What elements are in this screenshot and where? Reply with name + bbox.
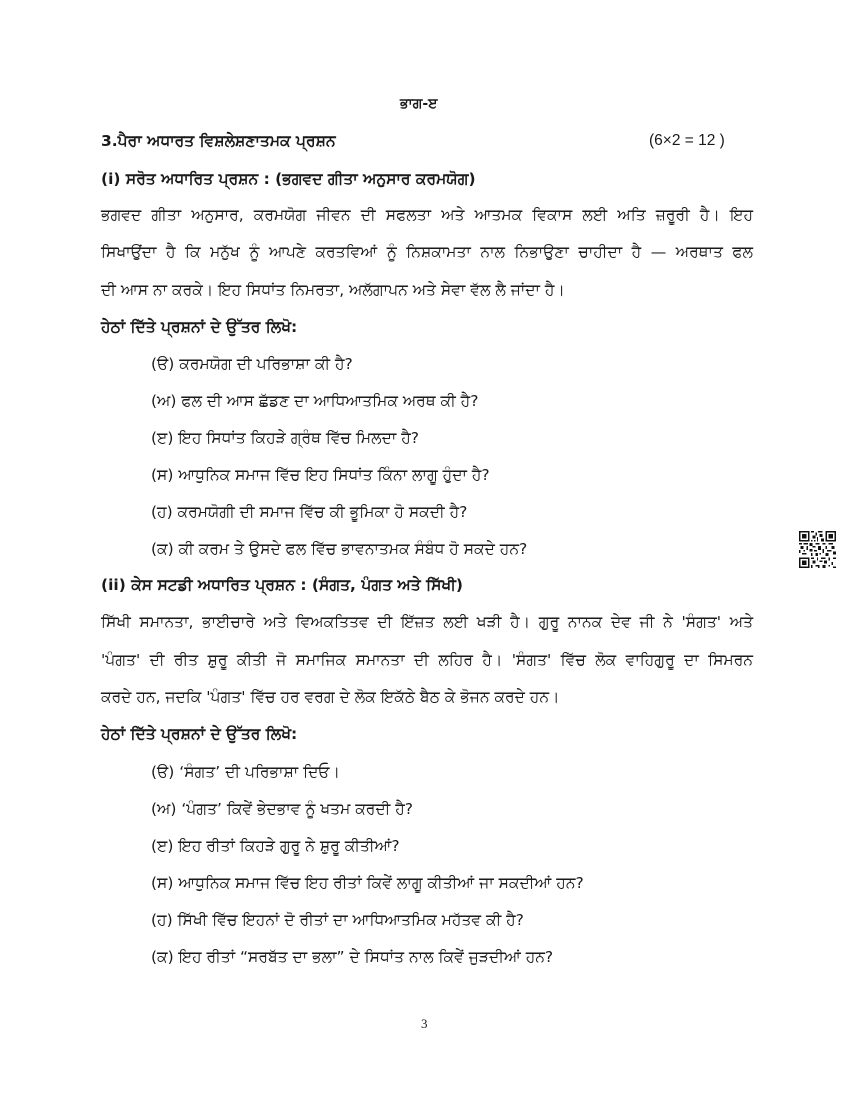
section-title: 3.ਪੈਰਾ ਅਧਾਰਤ ਵਿਸ਼ਲੇਸ਼ਣਾਤਮਕ ਪ੍ਰਸ਼ਨ (101, 132, 336, 150)
question-item: (ਹ) ਕਰਮਯੋਗੀ ਦੀ ਸਮਾਜ ਵਿੱਚ ਕੀ ਭੂਮਿਕਾ ਹੋ ਸਕਦੀ ਹੈ? (151, 503, 468, 521)
question-item: (ੳ) ਕਰਮਯੋਗ ਦੀ ਪਰਿਭਾਸ਼ਾ ਕੀ ਹੈ? (151, 355, 353, 373)
part1-paragraph-line: ਸਿਖਾਉਂਦਾ ਹੈ ਕਿ ਮਨੁੱਖ ਨੂੰ ਆਪਣੇ ਕਰਤਵਿਆਂ ਨੂੰ ਨਿਸ਼ਕਾਮਤਾ ਨਾਲ ਨਿਭਾਉਣਾ ਚਾਹੀਦਾ ਹੈ — ਅਰਥਾਤ ਫਲ (101, 243, 753, 261)
question-item: (ਅ) ਫਲ ਦੀ ਆਸ ਛੱਡਣ ਦਾ ਆਧਿਆਤਮਿਕ ਅਰਥ ਕੀ ਹੈ? (151, 392, 479, 410)
page-title: ਭਾਗ-ੲ (400, 96, 438, 112)
part1-instruction: ਹੇਠਾਂ ਦਿੱਤੇ ਪ੍ਰਸ਼ਨਾਂ ਦੇ ਉੱਤਰ ਲਿਖੋ: (101, 318, 298, 336)
part1-paragraph-line: ਭਗਵਦ ਗੀਤਾ ਅਨੁਸਾਰ, ਕਰਮਯੋਗ ਜੀਵਨ ਦੀ ਸਫਲਤਾ ਅਤੇ ਆਤਮਕ ਵਿਕਾਸ ਲਈ ਅਤਿ ਜ਼ਰੂਰੀ ਹੈ। ਇਹ (101, 206, 753, 224)
question-item: (ਅ) ‘ਪੰਗਤ’ ਕਿਵੇਂ ਭੇਦਭਾਵ ਨੂੰ ਖਤਮ ਕਰਦੀ ਹੈ? (151, 800, 414, 818)
question-item: (ਕ) ਇਹ ਰੀਤਾਂ “ਸਰਬੱਤ ਦਾ ਭਲਾ” ਦੇ ਸਿਧਾਂਤ ਨਾਲ ਕਿਵੇਂ ਜੁੜਦੀਆਂ ਹਨ? (151, 948, 554, 966)
question-item: (ੲ) ਇਹ ਸਿਧਾਂਤ ਕਿਹੜੇ ਗ੍ਰੰਥ ਵਿੱਚ ਮਿਲਦਾ ਹੈ? (151, 429, 419, 447)
question-item: (ਹ) ਸਿੱਖੀ ਵਿੱਚ ਇਹਨਾਂ ਦੋ ਰੀਤਾਂ ਦਾ ਆਧਿਆਤਮਿਕ ਮਹੱਤਵ ਕੀ ਹੈ? (151, 911, 524, 929)
question-item: (ੳ) ‘ਸੰਗਤ’ ਦੀ ਪਰਿਭਾਸ਼ਾ ਦਿਓ। (151, 763, 340, 781)
part1-paragraph-line: ਦੀ ਆਸ ਨਾ ਕਰਕੇ। ਇਹ ਸਿਧਾਂਤ ਨਿਮਰਤਾ, ਅਲੱਗਾਪਨ ਅਤੇ ਸੇਵਾ ਵੱਲ ਲੈ ਜਾਂਦਾ ਹੈ। (101, 281, 565, 299)
part2-paragraph-line: 'ਪੰਗਤ' ਦੀ ਰੀਤ ਸ਼ੁਰੂ ਕੀਤੀ ਜੋ ਸਮਾਜਿਕ ਸਮਾਨਤਾ ਦੀ ਲਹਿਰ ਹੈ। 'ਸੰਗਤ' ਵਿੱਚ ਲੋਕ ਵਾਹਿਗੁਰੂ ਦਾ ਸਿਮਰਨ (101, 651, 753, 669)
question-item: (ੲ) ਇਹ ਰੀਤਾਂ ਕਿਹੜੇ ਗੁਰੂ ਨੇ ਸ਼ੁਰੂ ਕੀਤੀਆਂ? (151, 837, 400, 855)
page-number: 3 (421, 1016, 428, 1031)
part2-heading: (ii) ਕੇਸ ਸਟਡੀ ਅਧਾਰਿਤ ਪ੍ਰਸ਼ਨ : (ਸੰਗਤ, ਪੰਗਤ ਅਤੇ ਸਿੱਖੀ) (101, 576, 463, 594)
marks-label: (6×2 = 12 ) (649, 132, 725, 149)
part1-heading: (i) ਸਰੋਤ ਅਧਾਰਿਤ ਪ੍ਰਸ਼ਨ : (ਭਗਵਦ ਗੀਤਾ ਅਨੁਸਾਰ ਕਰਮਯੋਗ) (101, 170, 476, 188)
qr-code-icon (799, 531, 836, 568)
part2-paragraph-line: ਸਿੱਖੀ ਸਮਾਨਤਾ, ਭਾਈਚਾਰੇ ਅਤੇ ਵਿਅਕਤਿਤਵ ਦੀ ਇੱਜ਼ਤ ਲਈ ਖੜੀ ਹੈ। ਗੁਰੂ ਨਾਨਕ ਦੇਵ ਜੀ ਨੇ 'ਸੰਗਤ' ਅਤੇ (101, 613, 753, 631)
question-item: (ਸ) ਆਧੁਨਿਕ ਸਮਾਜ ਵਿੱਚ ਇਹ ਰੀਤਾਂ ਕਿਵੇਂ ਲਾਗੂ ਕੀਤੀਆਂ ਜਾ ਸਕਦੀਆਂ ਹਨ? (151, 874, 584, 892)
part2-paragraph-line: ਕਰਦੇ ਹਨ, ਜਦਕਿ 'ਪੰਗਤ' ਵਿੱਚ ਹਰ ਵਰਗ ਦੇ ਲੋਕ ਇਕੱਠੇ ਬੈਠ ਕੇ ਭੋਜਨ ਕਰਦੇ ਹਨ। (101, 688, 560, 706)
question-item: (ਕ) ਕੀ ਕਰਮ ਤੇ ਉਸਦੇ ਫਲ ਵਿੱਚ ਭਾਵਨਾਤਮਕ ਸੰਬੰਧ ਹੋ ਸਕਦੇ ਹਨ? (151, 540, 528, 558)
question-item: (ਸ) ਆਧੁਨਿਕ ਸਮਾਜ ਵਿੱਚ ਇਹ ਸਿਧਾਂਤ ਕਿੰਨਾ ਲਾਗੂ ਹੁੰਦਾ ਹੈ? (151, 466, 490, 484)
part2-instruction: ਹੇਠਾਂ ਦਿੱਤੇ ਪ੍ਰਸ਼ਨਾਂ ਦੇ ਉੱਤਰ ਲਿਖੋ: (101, 725, 298, 743)
